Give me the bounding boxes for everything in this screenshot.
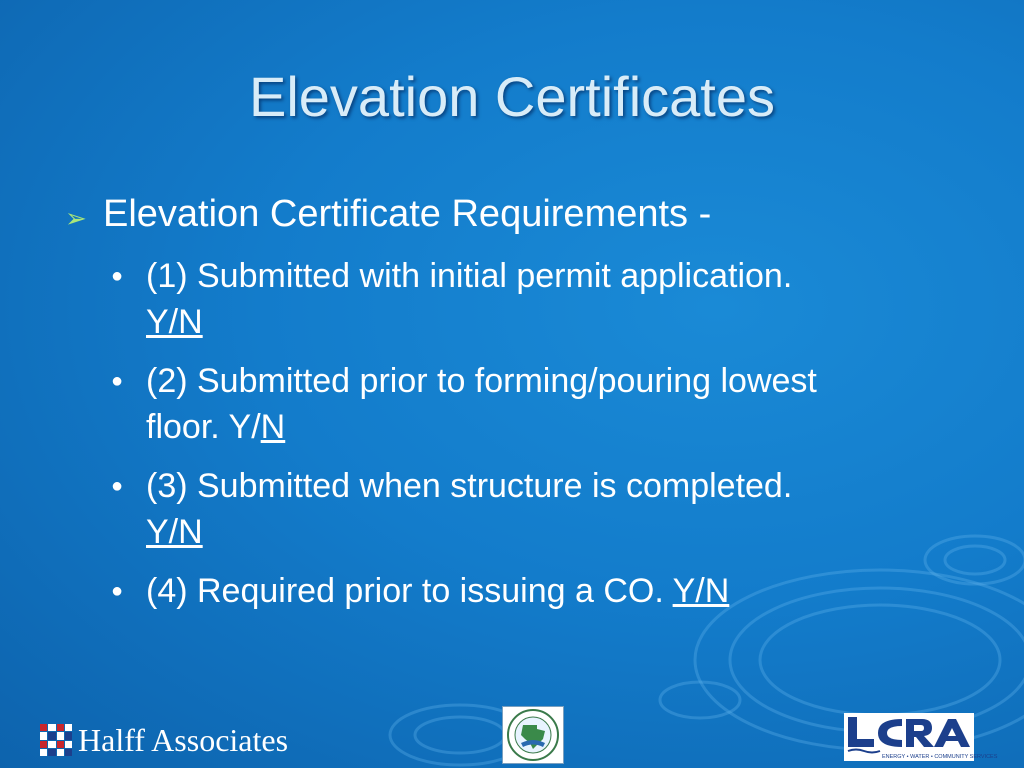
lcra-tagline: ENERGY • WATER • COMMUNITY SERVICES [882,754,998,760]
heading-text: Elevation Certificate Requirements - [103,193,712,235]
halff-grid-icon [40,724,72,756]
halff-logo [40,722,288,758]
company-name: Halff Associates [78,722,289,758]
item-text: (1) Submitted with initial permit application. [146,257,793,295]
arrow-bullet-icon: ➢ [65,203,87,233]
item-text-cont: floor. Y/ [146,408,261,446]
lcra-logo [844,713,998,761]
bullet-dot-icon: ● [111,265,124,287]
item-text: (4) Required prior to issuing a CO. [146,572,673,610]
item-answer: N [260,408,286,446]
bullet-dot-icon: ● [111,580,124,602]
item-answer: Y/N [672,572,730,610]
item-answer: Y/N [146,513,203,551]
item-answer: Y/N [146,303,203,341]
item-text: (2) Submitted prior to forming/pouring lowest [146,362,817,400]
bullet-dot-icon: ● [111,370,124,392]
slide-title: Elevation Certificates [248,65,775,128]
item-text: (3) Submitted when structure is completed. [146,467,793,505]
bullet-dot-icon: ● [111,475,124,497]
texas-seal-logo [502,706,564,764]
